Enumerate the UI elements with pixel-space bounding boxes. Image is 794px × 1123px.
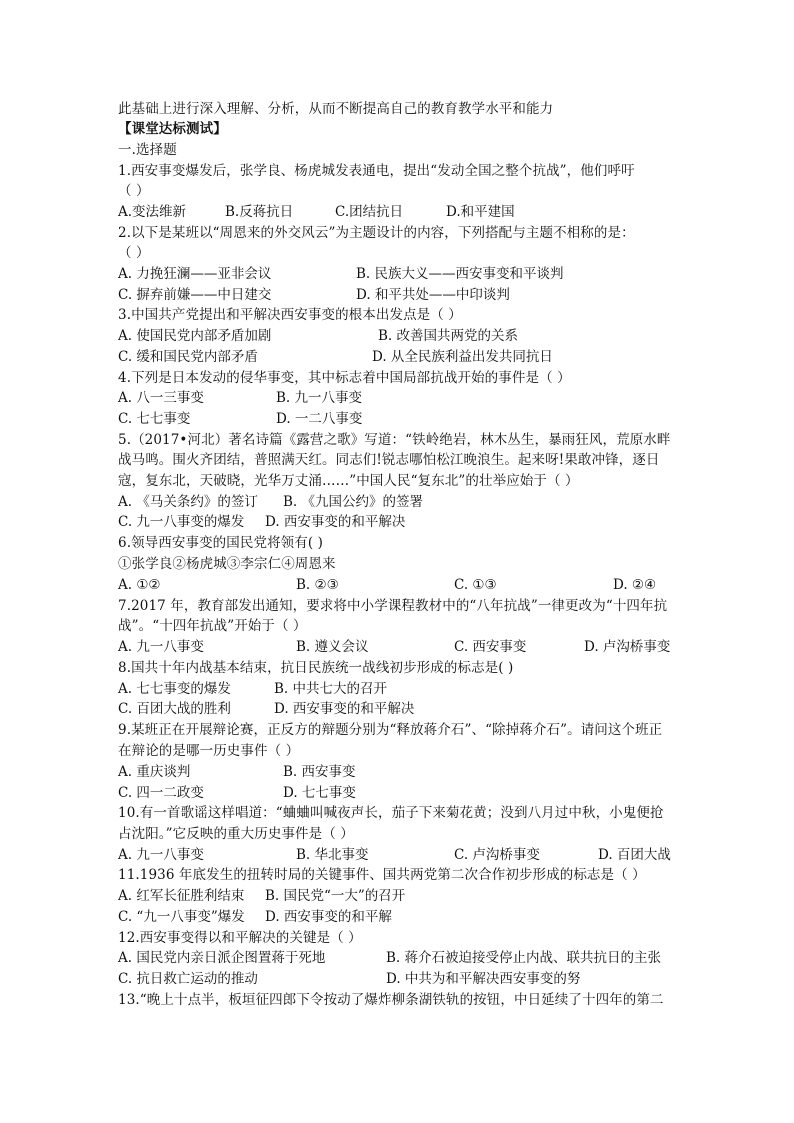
question-7-line-1: 7.2017 年，教育部发出通知，要求将中小学课程教材中的“八年抗战”一律更改为“十四年抗 — [118, 598, 668, 614]
q6-option-a: A. ①② — [118, 577, 161, 593]
q10-option-d: D. 百团大战 — [598, 847, 671, 863]
q6-option-b: B. ②③ — [296, 577, 339, 593]
q8-option-b: B. 中共七大的召开 — [274, 681, 388, 697]
question-7-line-2: 战”。“十四年抗战”开始于（ ） — [118, 618, 307, 634]
q7-option-d: D. 卢沟桥事变 — [584, 639, 671, 655]
question-5-line-2: 战马鸣。围火齐团结，普照满天红。同志们!锐志哪怕松江晚浪生。起来呀!果敢冲锋，逐日 — [118, 452, 660, 468]
q7-option-a: A. 九一八事变 — [118, 639, 204, 655]
q11-option-a: A. 红军长征胜利结束 — [118, 888, 245, 904]
question-10-line-2: 占沈阳。”它反映的重大历史事件是（ ） — [118, 826, 354, 842]
q9-option-c: C. 四一二政变 — [118, 785, 204, 801]
q9-option-d: D. 七七事变 — [283, 785, 356, 801]
q9-option-b: B. 西安事变 — [283, 764, 356, 780]
q8-option-d: D. 西安事变的和平解决 — [274, 701, 415, 717]
question-3-stem: 3.中国共产党提出和平解决西安事变的根本出发点是（ ） — [118, 307, 462, 323]
q6-option-d: D. ②④ — [613, 577, 657, 593]
q12-option-d: D. 中共为和平解决西安事变的努 — [386, 971, 581, 987]
q8-option-a: A. 七七事变的爆发 — [118, 681, 231, 697]
q4-option-b: B. 九一八事变 — [276, 390, 363, 406]
q12-option-a: A. 国民党内亲日派企图置蒋于死地 — [118, 950, 326, 966]
question-8-stem: 8.国共十年内战基本结束，抗日民族统一战线初步形成的标志是( ) — [118, 660, 514, 676]
q5-option-b: B. 《九国公约》的签署 — [283, 494, 424, 510]
q4-option-c: C. 七七事变 — [118, 411, 191, 427]
question-4-stem: 4.下列是日本发动的侵华事变，其中标志着中国局部抗战开始的事件是（ ） — [118, 370, 571, 386]
question-10-line-1: 10.有一首歌谣这样唱道：“蛐蛐叫喊夜声长，茄子下来菊花黄；没到八月过中秋，小鬼便抢 — [118, 805, 664, 821]
q11-option-b: B. 国民党“一大”的召开 — [265, 888, 406, 904]
question-2-paren: （ ） — [118, 245, 150, 261]
question-6-stem: 6.领导西安事变的国民党将领有( ) — [118, 535, 324, 551]
q1-option-a: A.变法维新 — [118, 204, 187, 220]
q4-option-d: D. 一二八事变 — [276, 411, 363, 427]
question-13-stem: 13.“晚上十点半，板垣征四郎下令按动了爆炸柳条湖铁轨的按钮，中日延续了十四年的第二 — [118, 992, 664, 1008]
q10-option-b: B. 华北事变 — [296, 847, 369, 863]
question-5-line-3: 寇，复东北，天破晓，光华万丈涌……”中国人民“复东北”的壮举应始于（ ） — [118, 473, 579, 489]
question-1-stem: 1.西安事变爆发后，张学良、杨虎城发表通电，提出“发动全国之整个抗战”，他们呼吁 — [118, 163, 635, 179]
question-6-items: ①张学良②杨虎城③李宗仁④周恩来 — [118, 556, 336, 572]
q1-option-d: D.和平建国 — [446, 204, 515, 220]
q7-option-b: B. 遵义会议 — [296, 639, 369, 655]
q2-option-c: C. 摒弃前嫌——中日建交 — [118, 287, 272, 303]
q7-option-c: C. 西安事变 — [454, 639, 527, 655]
q8-option-c: C. 百团大战的胜利 — [118, 701, 231, 717]
q3-option-a: A. 使国民党内部矛盾加剧 — [118, 328, 272, 344]
q2-option-b: B. 民族大义——西安事变和平谈判 — [356, 266, 564, 282]
q1-option-b: B.反蒋抗日 — [225, 204, 294, 220]
section-title: 【课堂达标测试】 — [118, 121, 227, 137]
q9-option-a: A. 重庆谈判 — [118, 764, 191, 780]
q12-option-b: B. 蒋介石被迫接受停止内战、联共抗日的主张 — [386, 950, 662, 966]
q6-option-c: C. ①③ — [454, 577, 497, 593]
q11-option-d: D. 西安事变的和平解 — [265, 909, 392, 925]
q2-option-a: A. 力挽狂澜——亚非会议 — [118, 266, 272, 282]
question-5-line-1: 5.（2017•河北）著名诗篇《露营之歌》写道：“铁岭绝岩，林木丛生，暴雨狂风，荒原水畔 — [118, 432, 671, 448]
question-12-stem: 12.西安事变得以和平解决的关键是（ ） — [118, 930, 362, 946]
q3-option-b: B. 改善国共两党的关系 — [378, 328, 519, 344]
q1-option-c: C.团结抗日 — [335, 204, 404, 220]
q12-option-c: C. 抗日救亡运动的推动 — [118, 971, 258, 987]
q10-option-c: C. 卢沟桥事变 — [454, 847, 540, 863]
question-1-paren: （ ） — [118, 183, 150, 199]
q11-option-c: C. “九一八事变”爆发 — [118, 909, 245, 925]
q5-option-c: C. 九一八事变的爆发 — [118, 514, 245, 530]
q3-option-c: C. 缓和国民党内部矛盾 — [118, 349, 258, 365]
q5-option-d: D. 西安事变的和平解决 — [265, 514, 406, 530]
intro-text: 此基础上进行深入理解、分析，从而不断提高自己的教育教学水平和能力 — [118, 101, 554, 117]
q2-option-d: D. 和平共处——中印谈判 — [356, 287, 510, 303]
question-9-line-2: 在辩论的是哪一历史事件（ ） — [118, 743, 300, 759]
q4-option-a: A. 八一三事变 — [118, 390, 204, 406]
question-2-stem: 2.以下是某班以“周恩来的外交风云”为主题设计的内容，下列搭配与主题不相称的是： — [118, 225, 635, 241]
question-11-stem: 11.1936 年底发生的扭转时局的关键事件、国共两党第二次合作初步形成的标志是（ ） — [118, 867, 646, 883]
q10-option-a: A. 九一八事变 — [118, 847, 204, 863]
question-9-line-1: 9.某班正在开展辩论赛，正反方的辩题分别为“释放蒋介石”、“除掉蒋介石”。请问这个班正 — [118, 722, 663, 738]
q3-option-d: D. 从全民族利益出发共同抗日 — [372, 349, 553, 365]
q5-option-a: A. 《马关条约》的签订 — [118, 494, 258, 510]
part-title: 一.选择题 — [118, 142, 177, 158]
